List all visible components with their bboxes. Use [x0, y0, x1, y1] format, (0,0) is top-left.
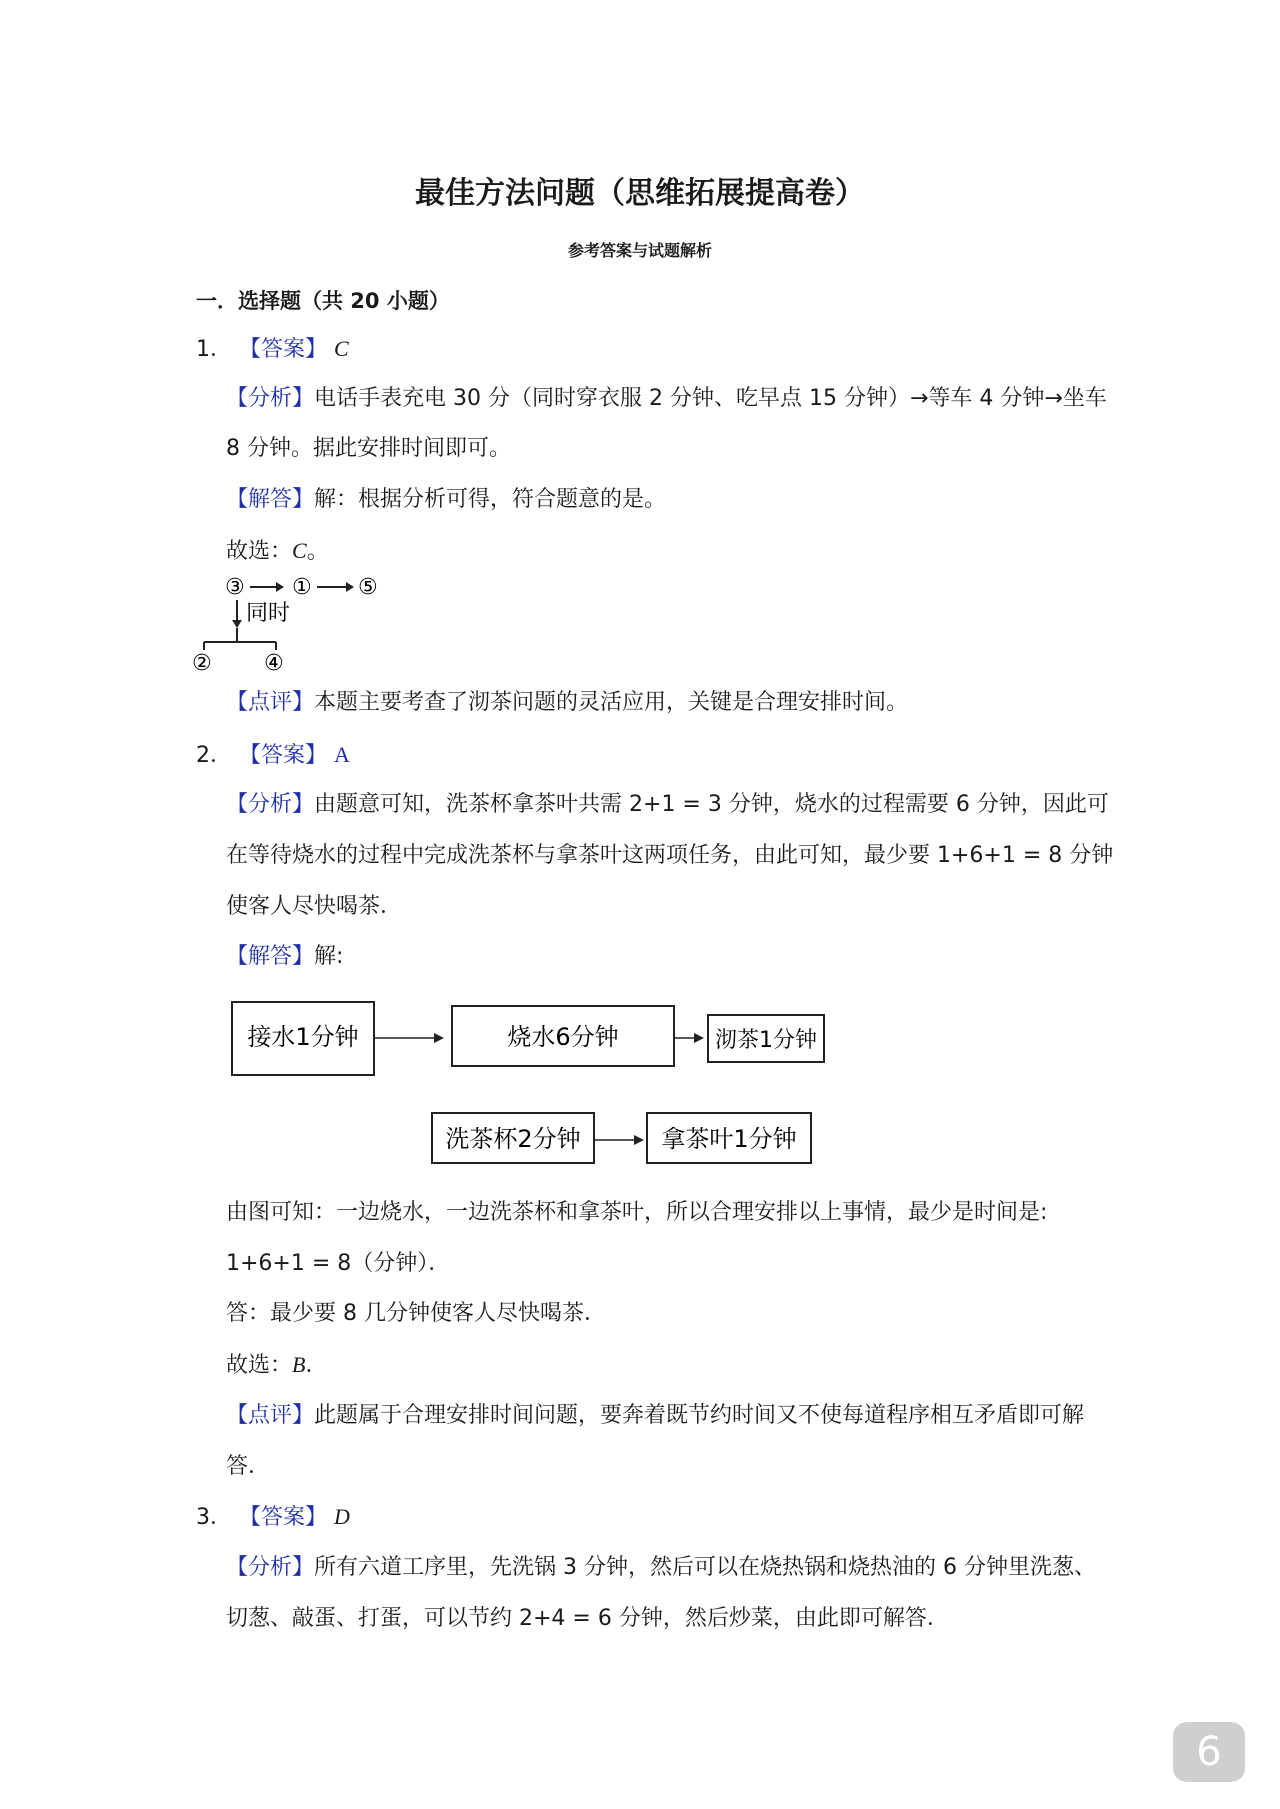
q2-text-line2: 1+6+1 = 8（分钟）．: [226, 1251, 451, 1276]
q2-comment-line1: [226, 1401, 1084, 1431]
page-title: 最佳方法问题（思维拓展提高卷）: [415, 176, 865, 211]
flow-box-5-label: 拿茶叶1分钟: [661, 1125, 797, 1153]
q1-diagram-arrowhead-2: [346, 582, 354, 592]
q1-solution-tag: 【解答】: [226, 487, 315, 512]
q2-answer-line: [196, 740, 350, 771]
q1-solution-line: [226, 485, 666, 515]
q3-analysis-line1: [226, 1553, 1096, 1583]
q1-answer-line: [196, 334, 349, 365]
flow-arrowhead-1: [434, 1033, 444, 1043]
q2-answer-sentence: 答：最少要 8 几分钟使客人尽快喝茶．: [226, 1301, 606, 1326]
q1-diagram-step-2: ②: [192, 651, 212, 676]
q2-analysis-text1: 由题意可知，洗茶杯拿茶叶共需 2+1 = 3 分钟，烧水的过程需要 6 分钟，因此可: [314, 792, 1109, 817]
q1-diagram-step-1: ①: [292, 575, 312, 600]
q2-choose-suffix: ．: [305, 1353, 328, 1378]
q2-flow-diagram: [220, 990, 840, 1180]
q1-comment-line: [226, 688, 908, 718]
q1-comment-tag: 【点评】: [226, 690, 315, 715]
q1-comment-text: 本题主要考查了沏茶问题的灵活应用，关键是合理安排时间。: [314, 690, 909, 715]
q2-choose-value: B: [292, 1352, 306, 1377]
q2-solution-tag: 【解答】: [226, 944, 315, 969]
q1-diagram-label: 同时: [246, 601, 291, 626]
page-number-badge: 6: [1173, 1722, 1245, 1782]
q2-analysis-line3: 使客人尽快喝茶．: [226, 894, 403, 919]
q1-diagram-down-arrowhead: [232, 620, 242, 628]
q1-analysis-line1: [226, 384, 1107, 414]
q1-answer-tag: 【答案】: [239, 337, 328, 362]
flow-arrowhead-3: [634, 1135, 644, 1145]
q3-answer-value: D: [334, 1504, 350, 1529]
q2-comment-line2: 答．: [226, 1454, 271, 1479]
q3-analysis-text1: 所有六道工序里，先洗锅 3 分钟，然后可以在烧热锅和烧热油的 6 分钟里洗葱、: [314, 1555, 1096, 1580]
section-heading: 一．选择题（共 20 小题）: [196, 289, 450, 313]
q1-analysis-tag: 【分析】: [226, 386, 315, 411]
q3-number: 3．: [196, 1505, 232, 1530]
q2-number: 2．: [196, 743, 232, 768]
q2-solution-line: [226, 942, 343, 972]
q3-analysis-line2: 切葱、敲蛋、打蛋，可以节约 2+4 = 6 分钟，然后炒菜，由此即可解答．: [226, 1606, 949, 1631]
q1-diagram-arrowhead-1: [276, 582, 284, 592]
q1-answer-value: C: [334, 336, 349, 361]
q1-choose-suffix: 。: [306, 539, 329, 564]
q1-number: 1．: [196, 337, 232, 362]
flow-box-4-label: 洗茶杯2分钟: [445, 1125, 581, 1153]
q2-choose-prefix: 故选：: [226, 1353, 293, 1378]
flow-box-3-label: 沏茶1分钟: [715, 1028, 817, 1053]
q2-choose-line: [226, 1350, 327, 1381]
q1-solution-text: 解：根据分析可得，符合题意的是。: [314, 487, 667, 512]
q2-answer-value: A: [334, 742, 350, 767]
flow-arrowhead-2: [694, 1033, 704, 1043]
q2-comment-text1: 此题属于合理安排时间问题，要奔着既节约时间又不使每道程序相互矛盾即可解: [314, 1403, 1085, 1428]
q1-choose-line: [226, 536, 329, 567]
q2-solution-text: 解:: [314, 944, 344, 969]
q1-analysis-line2: 8 分钟。据此安排时间即可。: [226, 436, 511, 461]
q2-comment-tag: 【点评】: [226, 1403, 315, 1428]
q3-answer-line: [196, 1502, 350, 1533]
q2-analysis-line2: 在等待烧水的过程中完成洗茶杯与拿茶叶这两项任务，由此可知，最少要 1+6+1 = 8 分钟: [226, 843, 1114, 868]
q1-analysis-text1: 电话手表充电 30 分（同时穿衣服 2 分钟、吃早点 15 分钟）→等车 4 分钟→坐车: [314, 386, 1107, 411]
flow-box-1-label: 接水1分钟: [247, 1023, 359, 1051]
q1-diagram-step-4: ④: [264, 651, 284, 676]
q1-choose-prefix: 故选：: [226, 539, 293, 564]
q3-answer-tag: 【答案】: [239, 1505, 328, 1530]
flow-box-2-label: 烧水6分钟: [507, 1023, 619, 1051]
q2-answer-tag: 【答案】: [239, 743, 328, 768]
q1-sequence-diagram: [192, 570, 440, 680]
q2-text-line1: 由图可知：一边烧水，一边洗茶杯和拿茶叶，所以合理安排以上事情，最少是时间是:: [226, 1200, 1048, 1225]
page-subtitle: 参考答案与试题解析: [567, 241, 712, 260]
q2-analysis-tag: 【分析】: [226, 792, 315, 817]
q1-diagram-step-5: ⑤: [358, 575, 378, 600]
q1-choose-value: C: [292, 538, 307, 563]
q1-diagram-step-3: ③: [225, 575, 245, 600]
q2-analysis-line1: [226, 790, 1109, 820]
q3-analysis-tag: 【分析】: [226, 1555, 315, 1580]
